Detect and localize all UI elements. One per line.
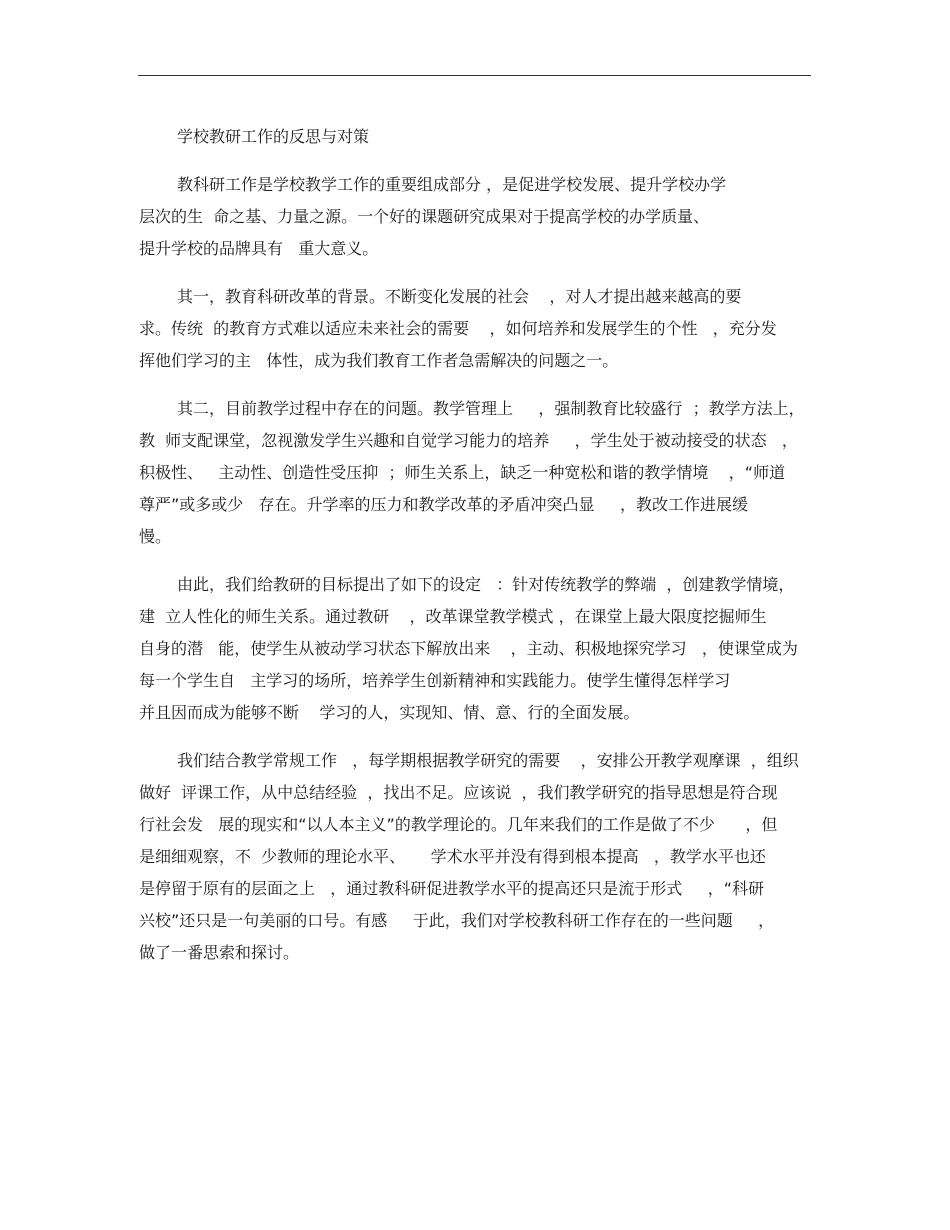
paragraph-line: 自身的潜 能，使学生从被动学习状态下解放出来 ，主动、积极地探究学习 ，使课堂成为 (139, 639, 798, 658)
paragraph-line: 慢。 (139, 527, 172, 546)
paragraph-line: 由此，我们给教研的目标提出了如下的设定 ：针对传统教学的弊端 ，创建教学情境， (177, 575, 795, 594)
paragraph-line: 其一，教育科研改革的背景。不断变化发展的社会 ，对人才提出越来越高的要 (177, 287, 742, 306)
paragraph (139, 284, 819, 380)
paragraph-line: 每一个学生自 主学习的场所，培养学生创新精神和实践能力。使学生懂得怎样学习 (139, 671, 731, 690)
document-title: 学校教研工作的反思与对策 (177, 127, 370, 146)
paragraph-line: 是细细观察，不 少教师的理论水平、 学术水平并没有得到根本提高 ，教学水平也还 (139, 847, 766, 866)
paragraph (139, 572, 819, 732)
paragraph (139, 396, 819, 556)
paragraph-line: 是停留于原有的层面之上 ，通过教科研促进教学水平的提高还只是流于形式 ，“科研 (139, 879, 764, 898)
paragraph-line: 并且因而成为能够不断 学习的人，实现知、情、意、行的全面发展。 (139, 703, 640, 722)
paragraph-line: 教科研工作是学校教学工作的重要组成部分 ，是促进学校发展、提升学校办学 (177, 175, 727, 194)
paragraph-line: 尊严”或多或少 存在。升学率的压力和教学改革的矛盾冲突凸显 ，教改工作进展缓 (139, 495, 748, 514)
paragraph-line: 求。传统 的教育方式难以适应未来社会的需要 ，如何培养和发展学生的个性 ，充分发 (139, 319, 777, 338)
paragraph-line: 我们结合教学常规工作 ，每学期根据教学研究的需要 ，安排公开教学观摩课 ，组织 (177, 751, 799, 770)
paragraph-line: 建 立人性化的师生关系。通过教研 ，改革课堂教学模式 ，在课堂上最大限度挖掘师生 (139, 607, 767, 626)
paragraph-line: 其二，目前教学过程中存在的问题。教学管理上 ，强制教育比较盛行 ；教学方法上， (177, 399, 805, 418)
paragraph-line: 做了一番思索和探讨。 (139, 943, 300, 962)
paragraph-line: 做好 评课工作，从中总结经验 ，找出不足。应该说 ，我们教学研究的指导思想是符合现 (139, 783, 778, 802)
paragraph-line: 挥他们学习的主 体性，成为我们教育工作者急需解决的问题之一。 (139, 351, 619, 370)
paragraph-line: 教 师支配课堂，忽视激发学生兴趣和自觉学习能力的培养 ，学生处于被动接受的状态 ， (139, 431, 798, 450)
paragraph-line: 兴校”还只是一句美丽的口号。有感 于此，我们对学校教科研工作存在的一些问题 ， (139, 911, 775, 930)
paragraph-line: 积极性、 主动性、创造性受压抑 ；师生关系上，缺乏一种宽松和谐的教学情境 ，“师道 (139, 463, 786, 482)
document-body (139, 124, 819, 972)
header-rule (138, 75, 811, 76)
paragraph-line: 行社会发 展的现实和“以人本主义”的教学理论的。几年来我们的工作是做了不少 ，但 (139, 815, 778, 834)
paragraph (139, 172, 819, 268)
paragraph-line: 层次的生 命之基、力量之源。一个好的课题研究成果对于提高学校的办学质量、 (139, 207, 710, 226)
paragraph-line: 提升学校的品牌具有 重大意义。 (139, 239, 379, 258)
paragraph (139, 748, 819, 972)
